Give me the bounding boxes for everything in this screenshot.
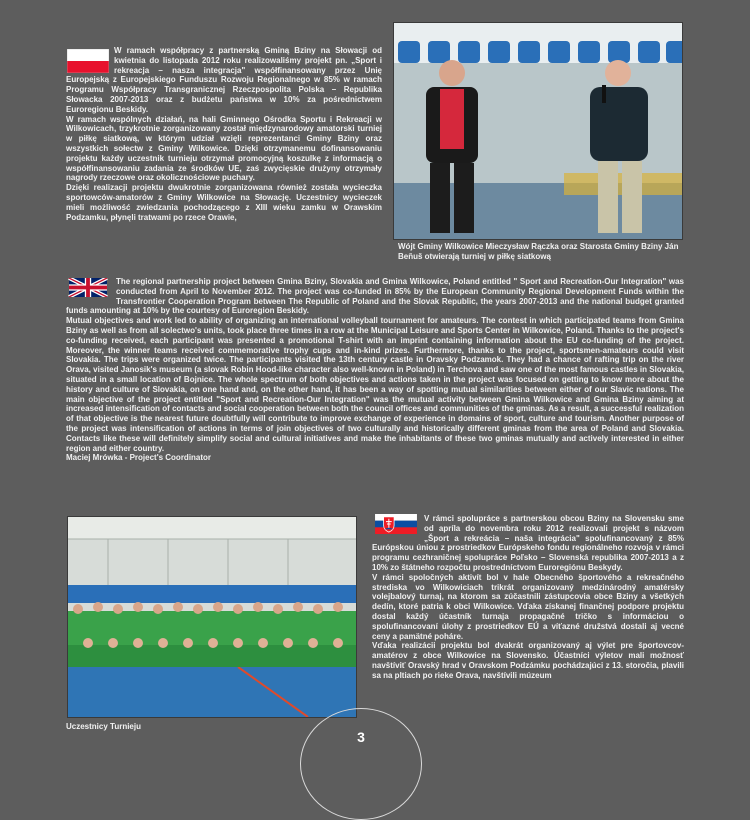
photo-caption-officials: Wójt Gminy Wilkowice Mieczysław Rączka oraz Starosta Gminy Bziny Ján Beňuš otwierają turniej w piłkę siatkową bbox=[398, 242, 679, 261]
english-text bbox=[66, 277, 684, 463]
slovak-paragraph: V rámci spoločných aktivít bol v hale Obecného športového a rekreačného strediska vo Wilkowiciach trikrát organizovaný medzinárodný amatérsky volejbalový turnaj, na ktorom sa zúčastnili zástupcovia obce Bziny a všetkých dedín, ktoré patria k obci Wilkowice. Vďaka získanej finančnej podpore projektu dostal každý účastník turnaja propagačné tričko s informáciou o spolufinancovaní úlohy z prostriedkov EÚ a víťazné družstvá dostali aj vecné ceny a pamätné poháre. bbox=[372, 572, 684, 641]
english-paragraph: Maciej Mrówka - Project's Coordinator bbox=[66, 453, 212, 463]
polish-paragraph: W ramach współpracy z partnerską Gminą Bziny na Słowacji od kwietnia do listopada 2012 roku realizowaliśmy projekt pn. „Sport i rekreacja – nasza integracja" współfinansowany przez Unię Europejską z Europejskiego Funduszu Rozwoju Regionalnego w 85% w ramach Programu Współpracy Transgranicznej Rzeczpospolita Polska – Republika Słowacka 2007-2013 oraz z budżetu państwa w 10% za pośrednictwem Euroregionu Beskidy. bbox=[66, 46, 382, 114]
page-number-circle bbox=[300, 708, 422, 820]
polish-text bbox=[66, 46, 382, 222]
photo-officials bbox=[393, 22, 683, 240]
polish-paragraph: Dzięki realizacji projektu dwukrotnie zorganizowana również została wycieczka sportowców-amatorów z Gminy Wilkowice na Słowację. Uczestnicy wycieczek mieli możliwość zwiedzania pochodzącego z XIII wieku zamku w Orawskim Podzamku, płynęli tratwami po rzece Orawie, bbox=[66, 183, 382, 222]
slovak-paragraph: Vďaka realizácii projektu bol dvakrát organizovaný aj výlet pre športovcov-amatérov z obce Wilkowice na Slovensko. Účastníci výletov mali možnosť navštíviť Oravský hrad v Oravskom Podzámku pochádzajúci z 13. storočia, plavili sa na pltiach po rieke Orava, navštívili múzeum bbox=[372, 641, 684, 680]
slovak-text bbox=[372, 514, 684, 681]
photo-caption-participants: Uczestnicy Turnieju bbox=[66, 722, 141, 731]
english-paragraph: The regional partnership project between Gmina Bziny, Slovakia and Gmina Wilkowice, Poland entitled " Sport and Recreation-Our Integration" was conducted from April to November 2012. The project was co-funded in 85% by the European Community Regional Development Funds within the Transfrontier Cooperation Program between The Republic of Poland and the Slovak Republic, the years 2007-2013 and the national budget granted funds amounting at 10% by the courtesy of Euroregion Beskidy. bbox=[66, 277, 684, 316]
photo-participants bbox=[67, 516, 357, 718]
english-paragraph: Mutual objectives and work led to ability of organizing an international volleyball tournament for amateurs. The contest in which participated teams from Gmina Bziny as well as from all solectwo's units, took place three times in a row at the Municipal Leisure and Sports Center in Wilkowice, Poland. Thanks to the project's co-funding received, each participant was presented a promotional T-shirt with an imprint containing information about the EU co-funding of the project. Moreover, the winner teams received commemorative trophy cups and in-kind prizes. Furthermore, thanks to the project, sportsmen-amateurs could visit Slovakia. The trips were organized twice. The participants visited the 13th century castle in Oravsky Podzamok. They had a chance of rafting trip on the river Orava, visited Janosik's museum (a slovak Robin Hood-like character also well-known in Poland) in Terchova and saw one of the most famous castles in Slovakia, situated in a small location of Bojnice. The whole spectrum of both objectives and actions taken in the project was focused on getting to know more about the history and culture of Slovakia, on one hand and, on the other hand, it has been a way of spotting mutual similarities between either of our Slavic nations. The main objective of the project entitled "Sport and Recreation-Our Integration" was the mutual activity between Gmina Wilkowice and Gmina Bziny aiming at increased intensification of contacts and social cooperation between both the council offices and communities of the gminas. As a result, a successful realization of that objective is the nearest future doubtfully will contribute to improve exchange of experience in domains of sport, culture and tourism. Another purpose of the project was intensification of actions in terms of join objectives of two culturally and historically different gminas from the area of Poland and Slovakia. Contacts like these will definitely simplify social and cultural initiatives and make the inhabitants of these two gminas mutually and actively interested in either region and either country. bbox=[66, 316, 684, 453]
polish-paragraph: W ramach wspólnych działań, na hali Gminnego Ośrodka Sportu i Rekreacji w Wilkowicach, trzykrotnie zorganizowany został międzynarodowy amatorski turniej w piłkę siatkową, w którym udział wzięli reprezentanci Gminy Bziny oraz wszystkich sołectw z Gminy Wilkowice. Dzięki otrzymanemu dofinansowaniu projektu każdy uczestnik turnieju otrzymał promocyjną koszulkę z informacją o współfinansowaniu zadania ze środków UE, zaś zwycięskie drużyny otrzymały nagrody rzeczowe oraz okolicznościowe puchary. bbox=[66, 114, 382, 183]
page-number: 3 bbox=[357, 729, 365, 745]
slovak-paragraph: V rámci spolupráce s partnerskou obcou Bziny na Slovensku sme od apríla do novembra roku 2012 realizovali projekt s názvom „Šport a rekreácia – naša integrácia" spolufinancovaný z 85% Európskou úniou z prostriedkov Európskeho fondu regionálneho rozvoja v rámci programu cezhraničnej spolupráce Poľsko – Slovenská republika 2007-2013 a z 10% zo štátneho rozpočtu prostredníctvom Euroregiónu Beskydy. bbox=[372, 514, 684, 572]
